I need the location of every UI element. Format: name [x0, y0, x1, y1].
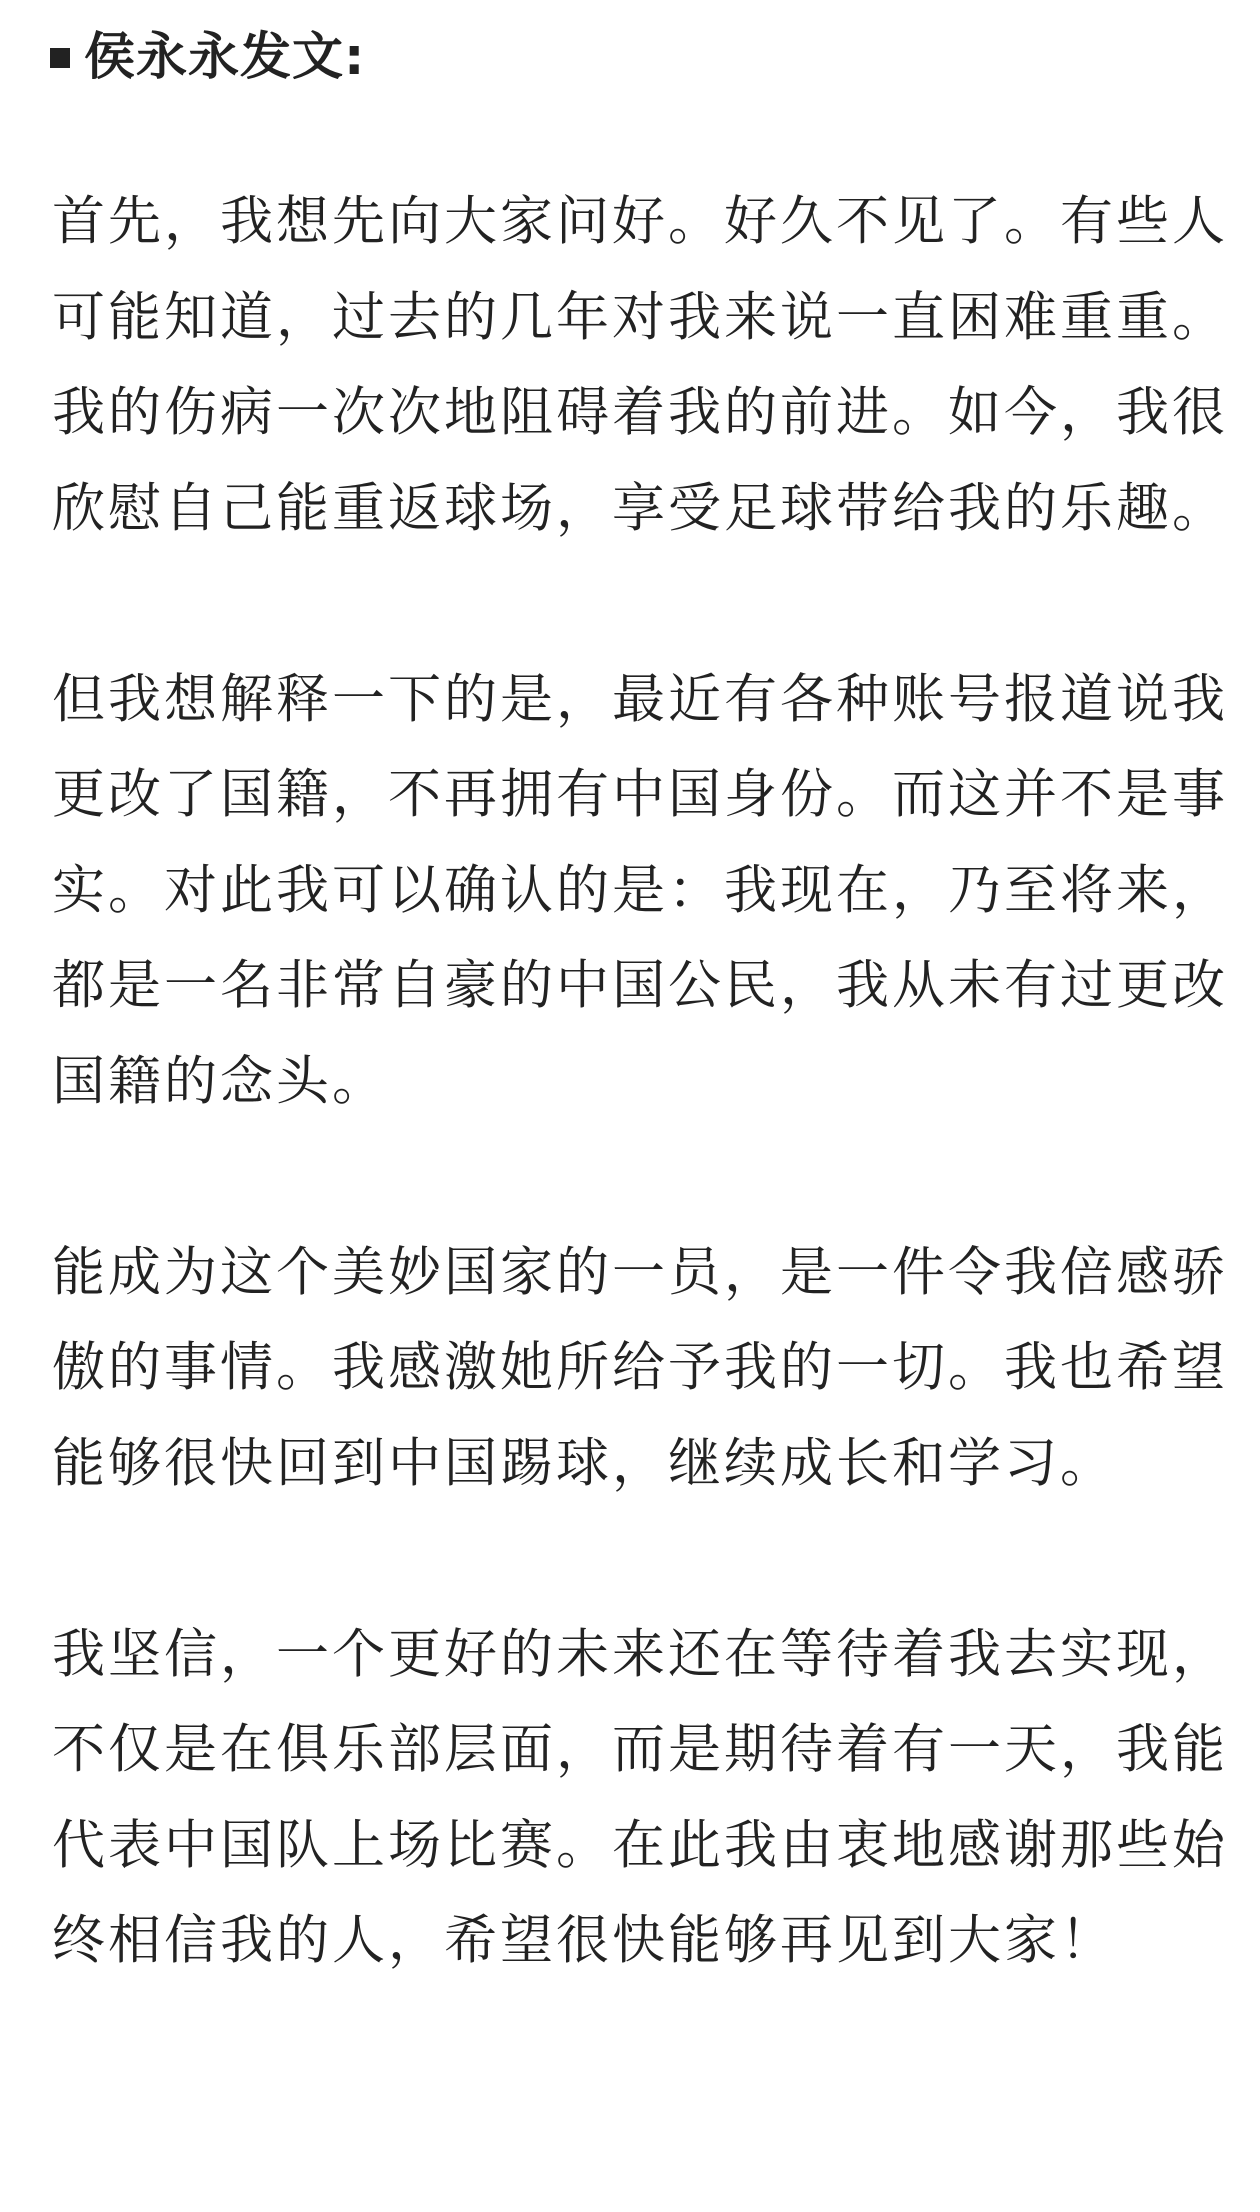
- paragraph-pride: 能成为这个美妙国家的一员，是一件令我倍感骄傲的事情。我感激她所给予我的一切。我也希望能够很快回到中国踢球，继续成长和学习。: [52, 1241, 1228, 1494]
- post-body: [52, 174, 1232, 1989]
- paragraph-nationality: 但我想解释一下的是，最近有各种账号报道说我更改了国籍，不再拥有中国身份。而这并不是事实。对此我可以确认的是：我现在，乃至将来，都是一名非常自豪的中国公民，我从未有过更改国籍的念头。: [52, 668, 1228, 1112]
- paragraph-greeting: 首先，我想先向大家问好。好久不见了。有些人可能知道，过去的几年对我来说一直困难重重。我的伤病一次次地阻碍着我的前进。如今，我很欣慰自己能重返球场，享受足球带给我的乐趣。: [52, 191, 1228, 539]
- post-header: [50, 28, 365, 88]
- paragraph-future: 我坚信，一个更好的未来还在等待着我去实现，不仅是在俱乐部层面，而是期待着有一天，我能代表中国队上场比赛。在此我由衷地感谢那些始终相信我的人，希望很快能够再见到大家！: [52, 1623, 1228, 1971]
- post-title: 侯永永发文:: [84, 28, 366, 87]
- square-bullet-icon: [50, 48, 70, 68]
